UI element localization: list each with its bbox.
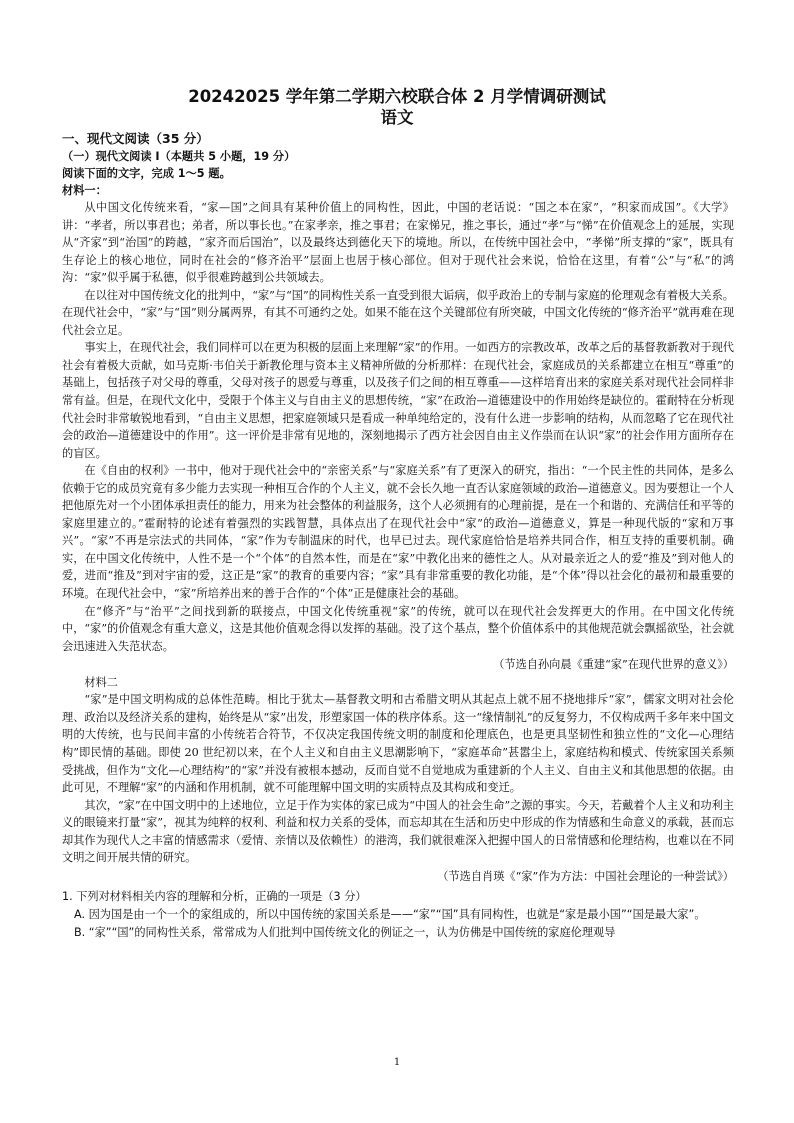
question-1-option-a: A. 因为国是由一个一个的家组成的，所以中国传统的家国关系是——“家”“国”具有同构性，也就是“家是最小国”“国是最大家”。 [74,908,706,922]
page-number: 1 [393,1057,401,1068]
material1-paragraph: 在“修齐”与“治平”之间找到新的联接点，中国文化传统重视“家”的传统，就可以在现代社会发挥更大的作用。在中国文化传统中，“家”的价值观念有重大意义，这是其他价值观念得以发挥的基础。没了这个基点，整个价值体系中的其他规范就会飘摇欲坠，社会就会迅速进入失范状态。 [62,604,734,653]
material1-label: 材料一： [62,184,107,197]
material2-source: （节选自肖瑛《“家”作为方法：中国社会理论的一种尝试》） [437,869,734,883]
question-1-stem: 1. 下列对材料相关内容的理解和分析，正确的一项是（3 分） [62,890,367,904]
page-content [62,130,734,942]
question-1-option-b: B. “家”“国”的同构性关系，常常成为人们批判中国传统文化的例证之一，认为仿佛是中国传统的家庭伦理观导 [74,926,616,940]
material1-paragraph: 在以往对中国传统文化的批判中，“家”与“国”的同构性关系一直受到很大诟病，似乎政治上的专制与家庭的伦理观念有着极大关系。在现代社会中，“家”与“国”则分属两界，有其不可通约之处。如果不能在这个关键部位有所突破，中国文化传统的“修齐治平”就再难在现代社会立足。 [62,288,735,337]
material2-paragraph: 其次，“家”在中国文明中的上述地位，立足于作为实体的家已成为“中国人的社会生命”之源的事实。今天，若戴着个人主义和功利主义的眼镜来打量“家”，视其为纯粹的权利、利益和权力关系的受体，而忘却其在生活和历史中形成的作为情感和生命意义的承载，甚而忘却其作为现代人之丰富的情感需求（爱情、亲情以及依赖性）的港湾，我们就很难深入把握中国人的日常情感和伦理结构，也难以在不同文明之间开展共情的研究。 [62,798,734,865]
material1-paragraph: 从中国文化传统来看，“家—国”之间具有某种价值上的同构性，因此，中国的老话说：“国之本在家”，“积家而成国”。《大学》讲：“孝者，所以事君也；弟者，所以事长也。”在家孝亲，推之事君；在家悌兄，推之事长，通过“孝”与“悌”在价值观念上的延展，实现从“齐家”到“治国”的跨越，“家齐而后国治”，以及最终达到德化天下的境地。所以，在传统中国社会中，“孝悌”所支撑的“家”，既具有生存论上的核心地位，同时在社会的“修齐治平”层面上也居于核心部位。但对于现代社会来说，恰恰在这里，有着“公”与“私”的鸿沟：“家”似乎属于私德，似乎很难跨越到公共领域去。 [62,201,734,285]
exam-title: 20242025 学年第二学期六校联合体 2 月学情调研测试 [188,87,606,106]
sub-section-heading: （一）现代文阅读 I（本题共 5 小题，19 分） [62,150,296,163]
material1-paragraph: 事实上，在现代社会，我们同样可以在更为积极的层面上来理解“家”的作用。一如西方的宗教改革，改革之后的基督教新教对于现代社会有着极大贡献，如马克斯·韦伯关于新教伦理与资本主义精神所做的分析那样：在现代社会，家庭成员的关系都建立在相互“尊重”的基础上，包括孩子对父母的尊重，父母对孩子的恩爱与尊重，以及孩子们之间的相互尊重——这样培育出来的家庭关系对现代社会同样非常有益。但是，在现代文化中，受限于个体主义与自由主义的思想传统，“家”在政治—道德建设中的作用始终是缺位的。霍耐特在分析现代社会时非常敏锐地看到，“自由主义思想，把家庭领域只是看成一种单纯给定的，没有什么进一步影响的结构，从而忽略了它在现代社会的政治—道德建设中的作用”。这一评价是非常有见地的，深刻地揭示了西方社会因自由主义作祟而在认识“家”的社会作用方面所存在的盲区。 [62,341,734,460]
material2-label: 材料二 [84,675,118,689]
subject-title: 语文 [380,108,414,127]
reading-instruction: 阅读下面的文字，完成 1～5 题。 [62,167,231,180]
material2-paragraph: “家”是中国文明构成的总体性范畴。相比于犹太—基督教文明和古希腊文明从其起点上就不屈不挠地排斥“家”，儒家文明对社会伦理、政治以及经济关系的建构，始终是从“家”出发，形塑家国一体的秩序体系。这一“缘情制礼”的反复努力，不仅构成两千多年来中国文明的大传统，也与民间丰富的小传统若合符节，不仅决定我国传统文明的制度和伦理底色，也是更具坚韧性和独立性的“文化—心理结构”即民情的基础。即使 20 世纪初以来，在个人主义和自由主义思潮影响下，“家庭革命”甚嚣尘上，家庭结构和模式、传统家国关系频受挑战，但作为“文化—心理结构”的“家”并没有被根本撼动，反而自觉不自觉地成为重建新的个人主义、自由主义和其他思想的依据。由此可见，不理解“家”的内涵和作用机制，就不可能理解中国文明的实质特点及其构成和变迁。 [62,693,734,795]
material1-paragraph: 在《自由的权利》一书中，他对于现代社会中的“亲密关系”与“家庭关系”有了更深入的研究，指出：“一个民主性的共同体，是多么依赖于它的成员究竟有多少能力去实现一种相互合作的个人主义，就不会长久地一直否认家庭领域的政治—道德意义。因为要想让一个人把他原先对一个小团体承担责任的能力，用来为社会整体的利益服务，这个人必须拥有的心理前提，是在一个和谐的、充满信任和平等的家庭里建立的。”霍耐特的论述有着强烈的实践智慧，具体点出了在现代社会中“家”的政治—道德意义，算是一种现代版的“家和万事兴”。“家”不再是宗法式的共同体，“家”作为专制温床的时代，也早已过去。现代家庭恰恰是培养共同合作，相互支持的重要机制。确实，在中国文化传统中，人性不是一个“个体”的自然本性，而是在“家”中教化出来的德性之人。从对最亲近之人的爱“推及”到对他人的爱，进而“推及”到对宇宙的爱，这正是“家”的教育的重要内容；“家”具有非常重要的教化功能，是“个体”得以社会化的最初和最重要的环境。在现代社会中，“家”所培养出来的善于合作的“个体”正是健康社会的基础。 [62,464,734,601]
material1-source: （节选自孙向晨《重建“家”在现代世界的意义》） [493,658,734,672]
section-heading: 一、现代文阅读（35 分） [62,131,209,146]
